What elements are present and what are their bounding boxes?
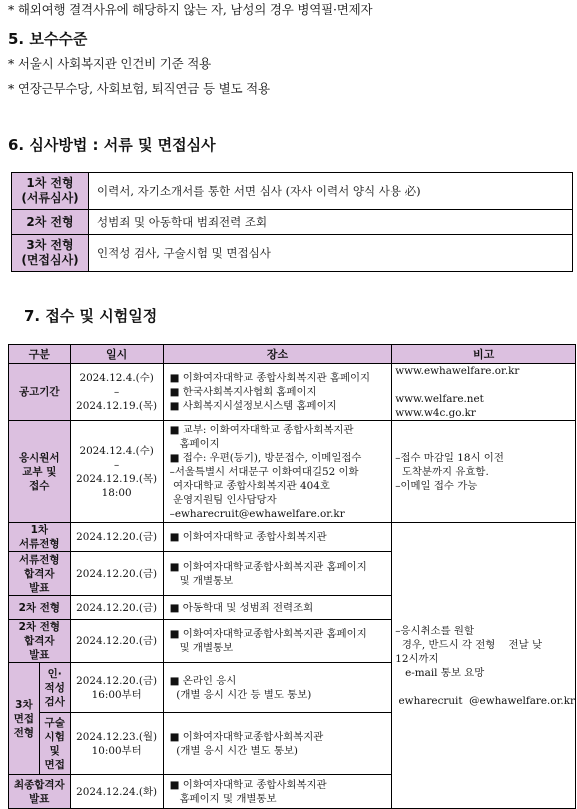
section-7-title: 7. 접수 및 시험일정 <box>24 307 158 325</box>
row-place: ■ 이화여자대학교 종합사회복지관 <box>163 523 392 552</box>
row-head: 3차 전형 (면접심사) <box>12 235 89 272</box>
row-date: 2024.12.20.(금) <box>70 596 163 620</box>
row-label: 3차 면접 전형 <box>9 663 40 775</box>
row-label: 2차 전형 합격자 발표 <box>9 620 71 663</box>
table-row <box>9 364 576 421</box>
row-place: ■ 이화여자대학교 종합사회복지관 홈페이지 ■ 한국사회복지사협회 홈페이지 ■ 사회복지시설정보시스템 홈페이지 <box>163 364 392 421</box>
row-date: 2024.12.4.(수) – 2024.12.19.(목) 18:00 <box>70 421 163 523</box>
row-place: ■ 온라인 응시 (개별 응시 시간 등 별도 통보) <box>163 663 392 713</box>
sec5-item-2: * 연장근무수당, 사회보험, 퇴직연금 등 별도 적용 <box>8 81 270 96</box>
row-label: 서류전형 합격자 발표 <box>9 552 71 596</box>
table-row <box>9 523 576 552</box>
row-place: ■ 이화여자대학교종합사회복지관 홈페이지 및 개별통보 <box>163 552 392 596</box>
sec5-item-1: * 서울시 사회복지관 인건비 기준 적용 <box>8 56 212 71</box>
row-body: 인적성 검사, 구술시험 및 면접심사 <box>89 235 573 272</box>
row-place: ■ 교부: 이화여자대학교 종합사회복지관 홈페이지 ■ 접수: 우편(등기), 방문접수, 이메일접수 –서울특별시 서대문구 이화여대길52 이화 여자대학교 종합사회복지관 404호 운영지원팀 인사담당자 –ewharecruit@ewhawelfare.or.kr <box>163 421 392 523</box>
row-label: 최종합격자 발표 <box>9 775 71 809</box>
table-row <box>9 421 576 523</box>
row-date: 2024.12.24.(화) <box>70 775 163 809</box>
row-label: 공고기간 <box>9 364 71 421</box>
row-body: 성범죄 및 아동학대 범죄전력 조회 <box>89 210 573 235</box>
screening-method-table <box>11 172 573 272</box>
row-date: 2024.12.4.(수) – 2024.12.19.(목) <box>70 364 163 421</box>
table-row <box>12 173 573 210</box>
row-label: 1차 서류전형 <box>9 523 71 552</box>
section-6-title: 6. 심사방법 : 서류 및 면접심사 <box>8 136 216 154</box>
row-label: 2차 전형 <box>9 596 71 620</box>
row-date: 2024.12.20.(금) <box>70 620 163 663</box>
row-place: ■ 이화여자대학교 종합사회복지관 홈페이지 및 개별통보 <box>163 775 392 809</box>
row-label: 응시원서 교부 및 접수 <box>9 421 71 523</box>
row-head: 1차 전형 (서류심사) <box>12 173 89 210</box>
row-note: www.ewhawelfare.or.kr www.welfare.net www.w4c.go.kr <box>392 364 576 421</box>
intro-line: * 해외여행 결격사유에 해당하지 않는 자, 남성의 경우 병역필·면제자 <box>8 2 373 17</box>
row-note: –접수 마감일 18시 이전 도착분까지 유효함. –이메일 접수 가능 <box>392 421 576 523</box>
row-date: 2024.12.20.(금) <box>70 552 163 596</box>
header-date: 일시 <box>70 345 163 364</box>
header-place: 장소 <box>163 345 392 364</box>
header-category: 구분 <box>9 345 71 364</box>
sub-label: 인· 적성 검사 <box>39 663 70 713</box>
section-5-title: 5. 보수수준 <box>8 30 88 48</box>
schedule-table <box>8 344 576 809</box>
table-row <box>12 210 573 235</box>
row-place: ■ 이화여자대학교종합사회복지관 홈페이지 및 개별통보 <box>163 620 392 663</box>
row-head: 2차 전형 <box>12 210 89 235</box>
header-note: 비고 <box>392 345 576 364</box>
table-row <box>12 235 573 272</box>
sub-label: 구술 시험 및 면접 <box>39 713 70 775</box>
merged-note: –응시취소를 원할 경우, 반드시 각 전형 전날 낮 12시까지 e-mail 통보 요망 ewharecruit @ewhawelfare.or.kr <box>392 523 576 809</box>
row-date: 2024.12.20.(금) <box>70 523 163 552</box>
row-date: 2024.12.23.(월) 10:00부터 <box>70 713 163 775</box>
row-place: ■ 아동학대 및 성범죄 전력조회 <box>163 596 392 620</box>
row-body: 이력서, 자기소개서를 통한 서면 심사 (자사 이력서 양식 사용 必) <box>89 173 573 210</box>
header-row <box>9 345 576 364</box>
row-date: 2024.12.20.(금) 16:00부터 <box>70 663 163 713</box>
row-place: ■ 이화여자대학교종합사회복지관 (개별 응시 시간 별도 통보) <box>163 713 392 775</box>
